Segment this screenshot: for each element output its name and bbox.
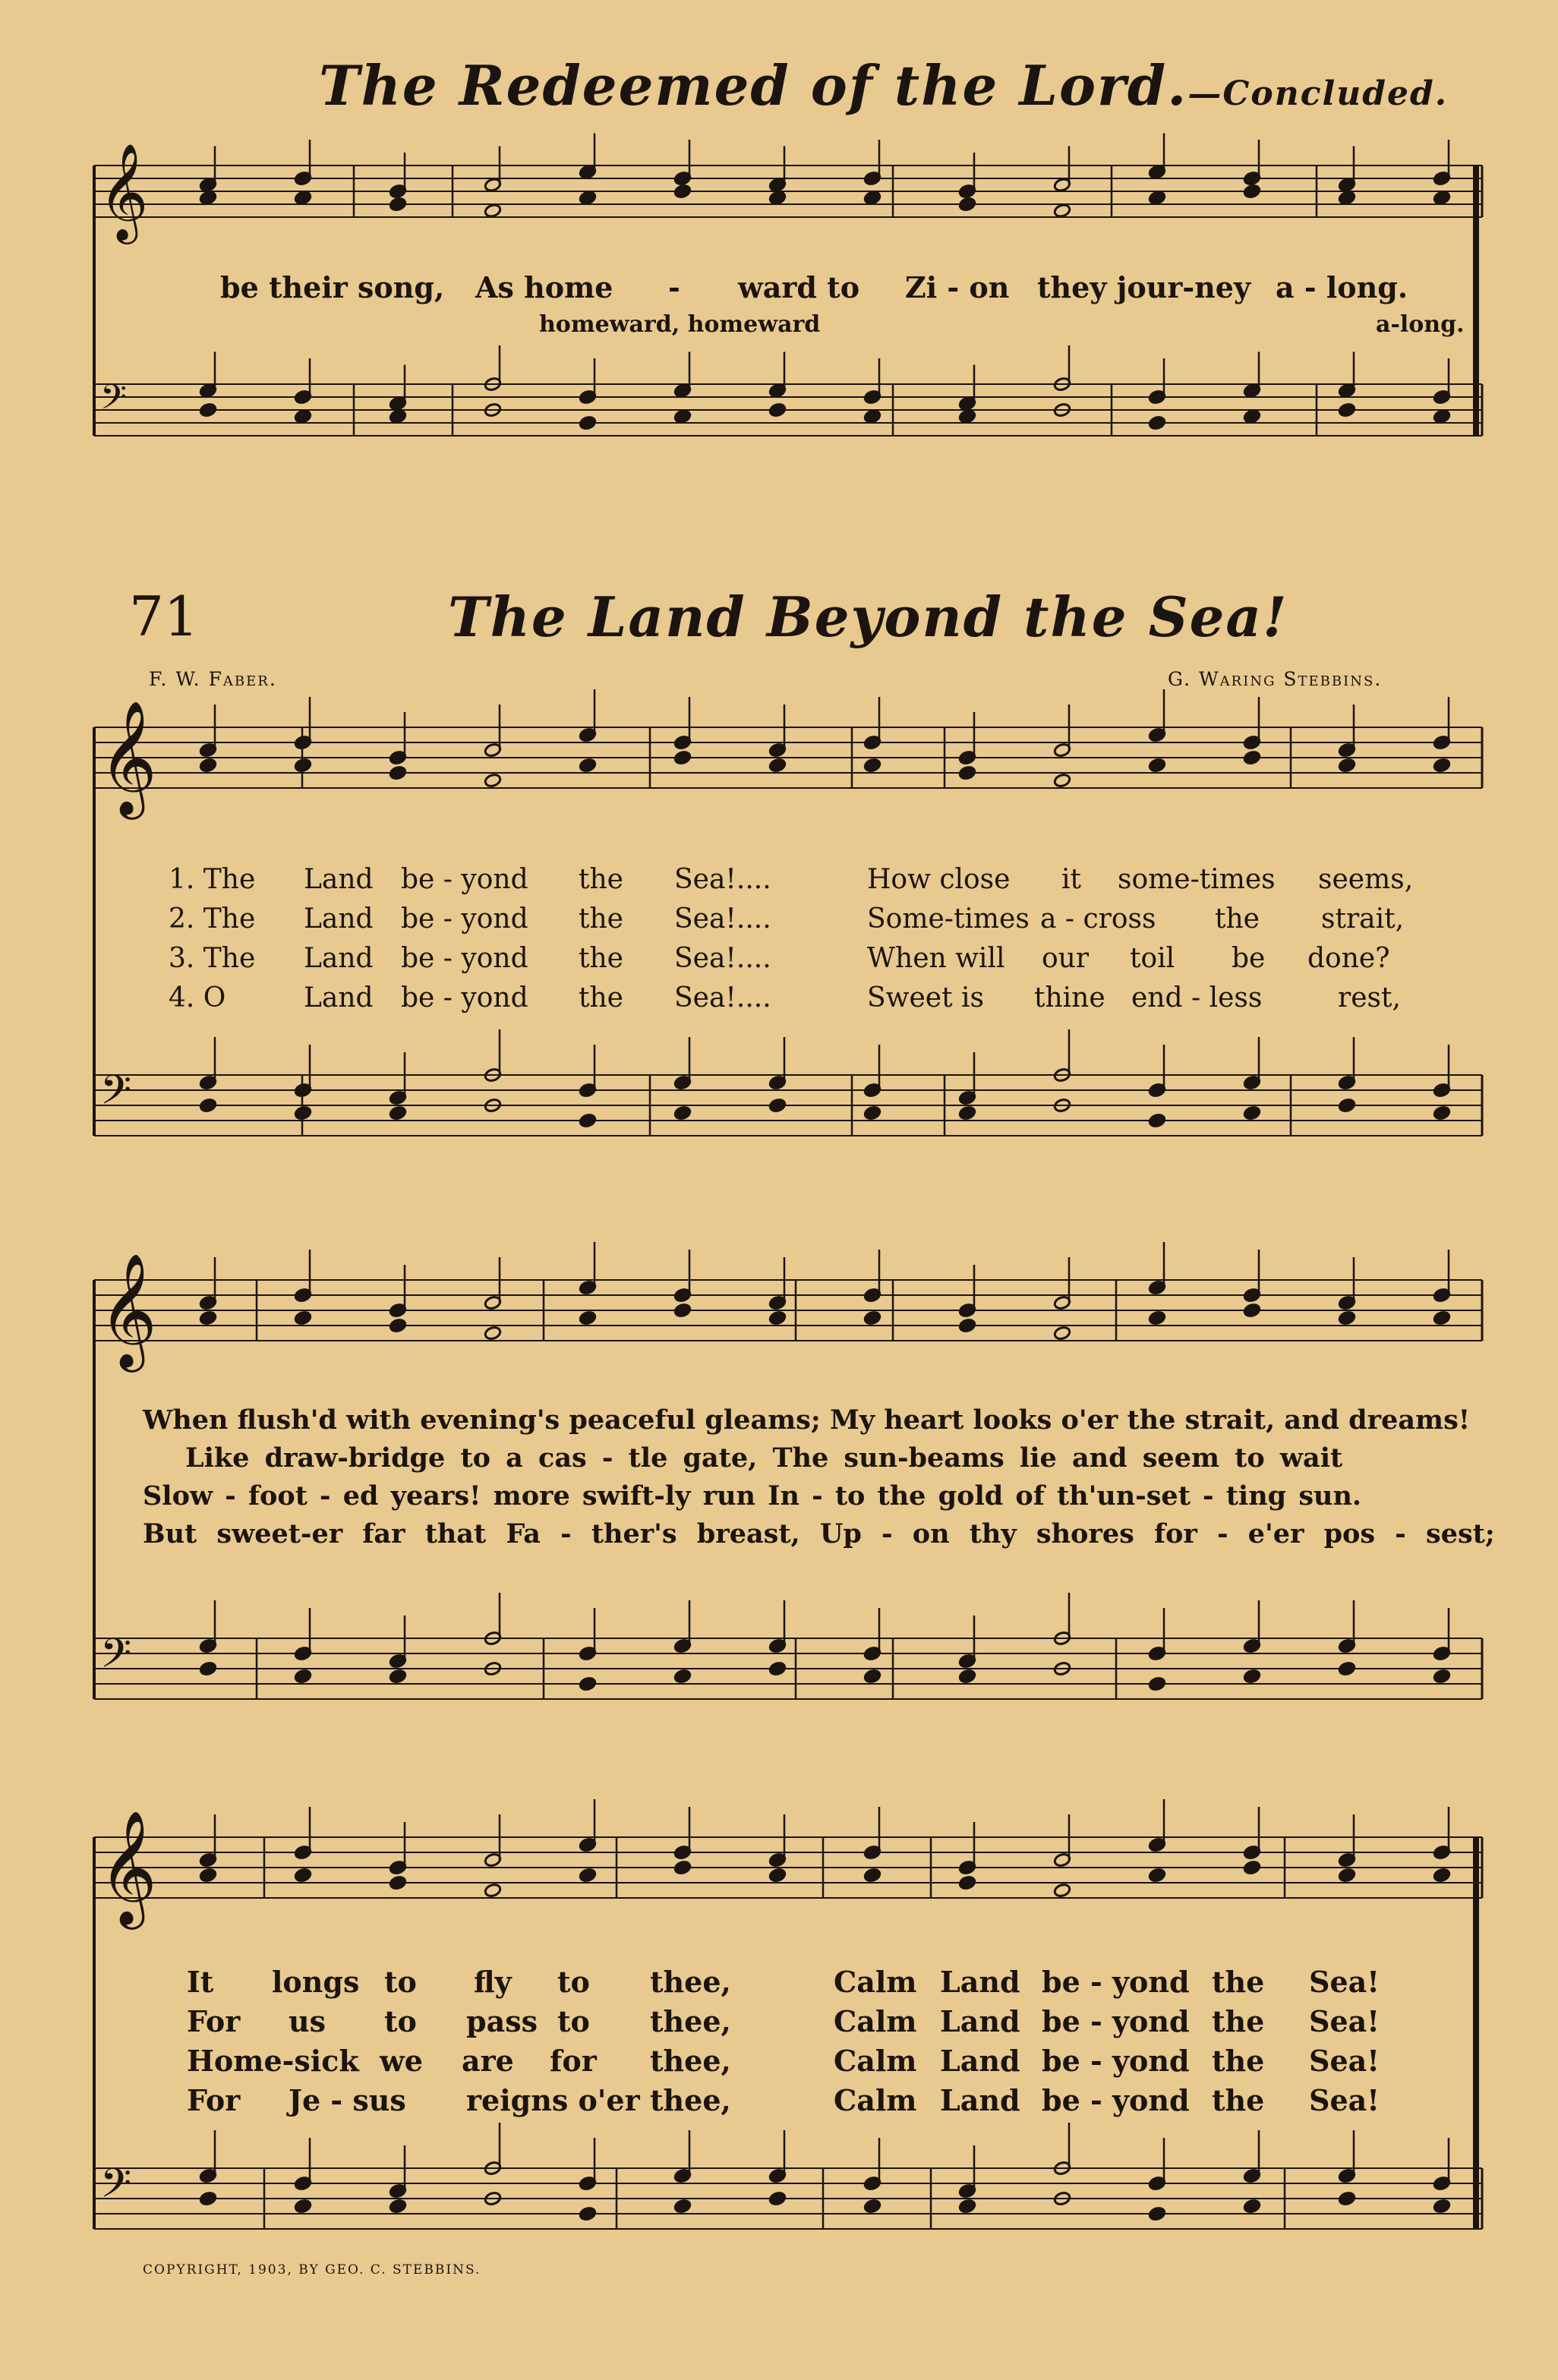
lyric-word: be - yond [401,903,528,935]
verse-3: Slow - foot - ed years! more swift-ly run In - to the gold of th'un-set - ting sun. [143,1480,1362,1512]
hymn-number: 71 [129,585,199,648]
lyric-word: be - yond [1042,2083,1190,2117]
note-head [1148,1310,1166,1326]
note-head [1243,184,1261,199]
lyric-word: 1. The [169,864,256,895]
lyric-word: to [384,1965,417,1999]
lyric-word: Home-sick [187,2044,359,2078]
note-head [673,750,692,765]
note-head [1148,415,1166,430]
note-head [673,1669,692,1684]
note-head [389,2199,407,2214]
lyric-word: be - yond [401,982,528,1013]
verse-4 [0,2083,1558,2121]
note-head [673,1303,692,1318]
note-head [1148,1113,1166,1128]
note-head [389,1875,407,1890]
hymn-title: The Land Beyond the Sea! [448,585,1288,649]
note-head [768,2191,787,2206]
note-head [199,1310,217,1326]
lyric-word: longs [272,1965,360,1999]
lyric-word: the [1212,2044,1265,2078]
lyric-word: ward to [738,270,860,304]
note-head [579,2206,597,2221]
note-head [1433,758,1451,773]
note-head [294,1669,312,1684]
note-head [199,402,217,418]
verse-1 [0,1965,1558,2003]
note-head [958,1318,976,1333]
note-head [1338,402,1356,418]
lyric-word: the [579,903,623,935]
note-head [294,758,312,773]
lyric-word: Land [940,2083,1020,2117]
lyric-word: 2. The [169,903,256,935]
note-head [958,2199,976,2214]
lyric-word: Land [304,903,374,935]
note-head [579,191,597,206]
note-head [1433,2199,1451,2214]
lyric-word: done? [1307,943,1390,974]
lyric-word: Calm [834,2044,917,2078]
note-head [1148,1676,1166,1691]
lyric-word: Calm [834,2083,917,2117]
note-head [1053,1883,1071,1898]
verse-3 [0,2044,1558,2082]
note-head [1243,409,1261,424]
note-head [389,197,407,212]
note-head [863,2199,882,2214]
note-head [863,191,882,206]
lyric-word: a - long. [1276,270,1408,304]
note-head [389,1669,407,1684]
lyric-word: they jour-ney [1037,270,1251,304]
note-head [863,1105,882,1121]
note-head [673,1860,692,1875]
note-head [389,765,407,780]
note-head [1338,1310,1356,1326]
note-head [199,1661,217,1676]
note-head [1433,191,1451,206]
note-head [768,191,787,206]
note-head [1243,1860,1261,1875]
note-head [1053,1326,1071,1341]
lyric-word: thee, [650,2083,731,2117]
system2-lyrics [143,1404,1509,1564]
note-head [673,184,692,199]
note-head [484,203,502,219]
treble-clef-icon: 𝄞 [99,143,149,241]
note-head [863,409,882,424]
lyric-word: be [1232,943,1266,974]
lyric-word: Sea!.... [674,943,771,974]
note-head [1243,1669,1261,1684]
bass-clef-icon: 𝄢 [100,1631,132,1687]
lyric-word: a - cross [1040,903,1156,935]
lyric-word: be - yond [401,943,528,974]
note-head [768,1868,787,1883]
note-head [958,197,976,212]
lyric-word: be - yond [401,864,528,895]
note-head [579,1868,597,1883]
lyric-word: Sea! [1309,2044,1380,2078]
note-head [484,1326,502,1341]
lyric-word: thine [1034,982,1105,1013]
note-head [863,1669,882,1684]
lyric-word: It [187,1965,214,1999]
note-head [1433,1105,1451,1121]
lyric-word: For [187,2004,241,2038]
note-head [1433,1310,1451,1326]
note-head [199,1868,217,1883]
lyric-word: to [557,1965,590,1999]
system3-lyrics [0,1965,1558,2124]
lyric-word: Sea! [1309,1965,1380,1999]
lyric-word: Land [304,864,374,895]
lyric-word: Sea! [1309,2004,1380,2038]
lyric-word: Sea!.... [674,982,771,1013]
note-head [294,1105,312,1121]
lyric-word: How close [867,864,1011,895]
lyric-word: thee, [650,2044,731,2078]
lyric-word: the [1212,2004,1265,2038]
note-head [1433,1868,1451,1883]
alt-lyric-right: a-long. [1376,311,1465,338]
note-head [579,1113,597,1128]
lyric-word: thee, [650,2004,731,2038]
lyric-word: the [579,982,623,1013]
verse-2 [0,2004,1558,2042]
lyric-word: fly [474,1965,512,1999]
lyric-word: the [1215,903,1260,935]
treble-clef-icon: 𝄞 [99,699,157,815]
note-head [958,1875,976,1890]
lyric-word: seems, [1318,864,1414,895]
note-head [199,1098,217,1113]
note-head [1148,758,1166,773]
treble-clef-icon: 𝄞 [99,1809,157,1924]
alt-lyric-left: homeward, homeward [539,311,821,338]
lyric-word: some-times [1118,864,1276,895]
verse-2: Like draw-bridge to a cas - tle gate, The sun-beams lie and seem to wait [185,1442,1343,1474]
bass-clef-icon: 𝄢 [100,1067,132,1124]
treble-clef-icon: 𝄞 [99,1252,157,1367]
note-head [1338,1661,1356,1676]
lyric-word: Some-times [867,903,1030,935]
note-head [1148,2206,1166,2221]
note-head [199,191,217,206]
note-head [1148,191,1166,206]
lyric-word: be - yond [1042,2044,1190,2078]
lyric-word: Land [304,943,374,974]
lyric-word: it [1061,864,1081,895]
note-head [1433,1669,1451,1684]
lyric-word: be - yond [1042,1965,1190,1999]
lyric-word: When will [867,943,1005,974]
lyric-word: Land [940,2004,1020,2038]
lyric-word: strait, [1321,903,1405,935]
note-head [673,1105,692,1121]
lyric-word: - [668,270,680,304]
lyric-word: Land [940,2044,1020,2078]
note-head [389,409,407,424]
note-head [768,1098,787,1113]
note-head [1433,409,1451,424]
lyric-word: the [1212,2083,1265,2117]
note-head [1243,2199,1261,2214]
note-head [673,2199,692,2214]
note-head [579,758,597,773]
note-head [768,1661,787,1676]
lyric-word: are [462,2044,514,2078]
lyric-word: toil [1130,943,1175,974]
verse-2 [0,903,1558,941]
verse-1 [0,864,1558,902]
lyric-word: the [579,943,623,974]
lyric-word: the [1212,1965,1265,1999]
lyric-word: Zi - on [905,270,1010,304]
note-head [294,2199,312,2214]
lyric-word: Calm [834,1965,917,1999]
note-head [389,1105,407,1121]
note-head [1243,750,1261,765]
lyric-word: 4. O [169,982,226,1013]
lyric-word: to [384,2004,417,2038]
note-head [958,765,976,780]
lyric-word: Je - sus [289,2083,406,2117]
note-head [484,1883,502,1898]
bass-clef-icon: 𝄢 [100,377,127,425]
lyric-word: end - less [1131,982,1263,1013]
note-head [673,409,692,424]
lyric-word: we [380,2044,423,2078]
lyric-word: our [1042,943,1090,974]
note-head [294,1310,312,1326]
title-text: The Redeemed of the Lord. [319,53,1188,118]
note-head [863,758,882,773]
concluded-label: —Concluded. [1187,74,1449,113]
lyric-word: to [557,2004,590,2038]
music-credit: G. Waring Stebbins. [1168,668,1383,690]
note-head [389,1318,407,1333]
lyric-word: Land [940,1965,1020,1999]
verse-4: But sweet-er far that Fa - ther's breast, Up - on thy shores for - e'er pos - sest; [143,1518,1495,1549]
note-head [1243,1303,1261,1318]
note-head [1243,1105,1261,1121]
note-head [958,1669,976,1684]
note-head [1338,758,1356,773]
lyric-word: thee, [650,1965,731,1999]
note-head [1338,1868,1356,1883]
verse-4 [0,982,1558,1020]
note-head [768,1310,787,1326]
lyric-word: be - yond [1042,2004,1190,2038]
note-head [1053,203,1071,219]
note-head [1053,773,1071,788]
note-head [294,409,312,424]
note-head [768,402,787,418]
lyric-word: For [187,2083,241,2117]
note-head [579,415,597,430]
note-head [768,758,787,773]
lyric-word: Sea!.... [674,864,771,895]
system1-lyrics [0,864,1558,1023]
note-head [1148,1868,1166,1883]
note-head [294,191,312,206]
note-head [1338,1098,1356,1113]
copyright-notice: COPYRIGHT, 1903, BY GEO. C. STEBBINS. [143,2262,481,2278]
note-head [484,773,502,788]
note-head [958,409,976,424]
lyric-word: pass [466,2004,538,2038]
note-head [1338,191,1356,206]
lyric-word: 3. The [169,943,256,974]
note-head [199,2191,217,2206]
lyric-word: Sweet is [867,982,984,1013]
top-lyrics [0,270,1558,308]
note-head [294,1868,312,1883]
lyric-word: Land [304,982,374,1013]
note-head [1338,2191,1356,2206]
lyric-word: for [550,2044,597,2078]
lyric-word: Sea! [1309,2083,1380,2117]
note-head [958,1105,976,1121]
lyric-word: be their song, [220,270,445,304]
verse-1: When flush'd with evening's peaceful gleams; My heart looks o'er the strait, and dreams! [143,1404,1471,1436]
lyric-word: rest, [1338,982,1401,1013]
note-head [579,1310,597,1326]
bass-clef-icon: 𝄢 [100,2161,132,2217]
lyric-word: reigns o'er [466,2083,640,2117]
lyric-word: the [579,864,623,895]
lyric-word: As home [475,270,613,304]
verse-3 [0,943,1558,981]
note-head [199,758,217,773]
note-head [863,1868,882,1883]
lyric-word: us [289,2004,326,2038]
note-head [579,1676,597,1691]
note-head [863,1310,882,1326]
lyric-word: Sea!.... [674,903,771,935]
words-credit: F. W. Faber. [149,668,277,690]
lyric-word: Calm [834,2004,917,2038]
